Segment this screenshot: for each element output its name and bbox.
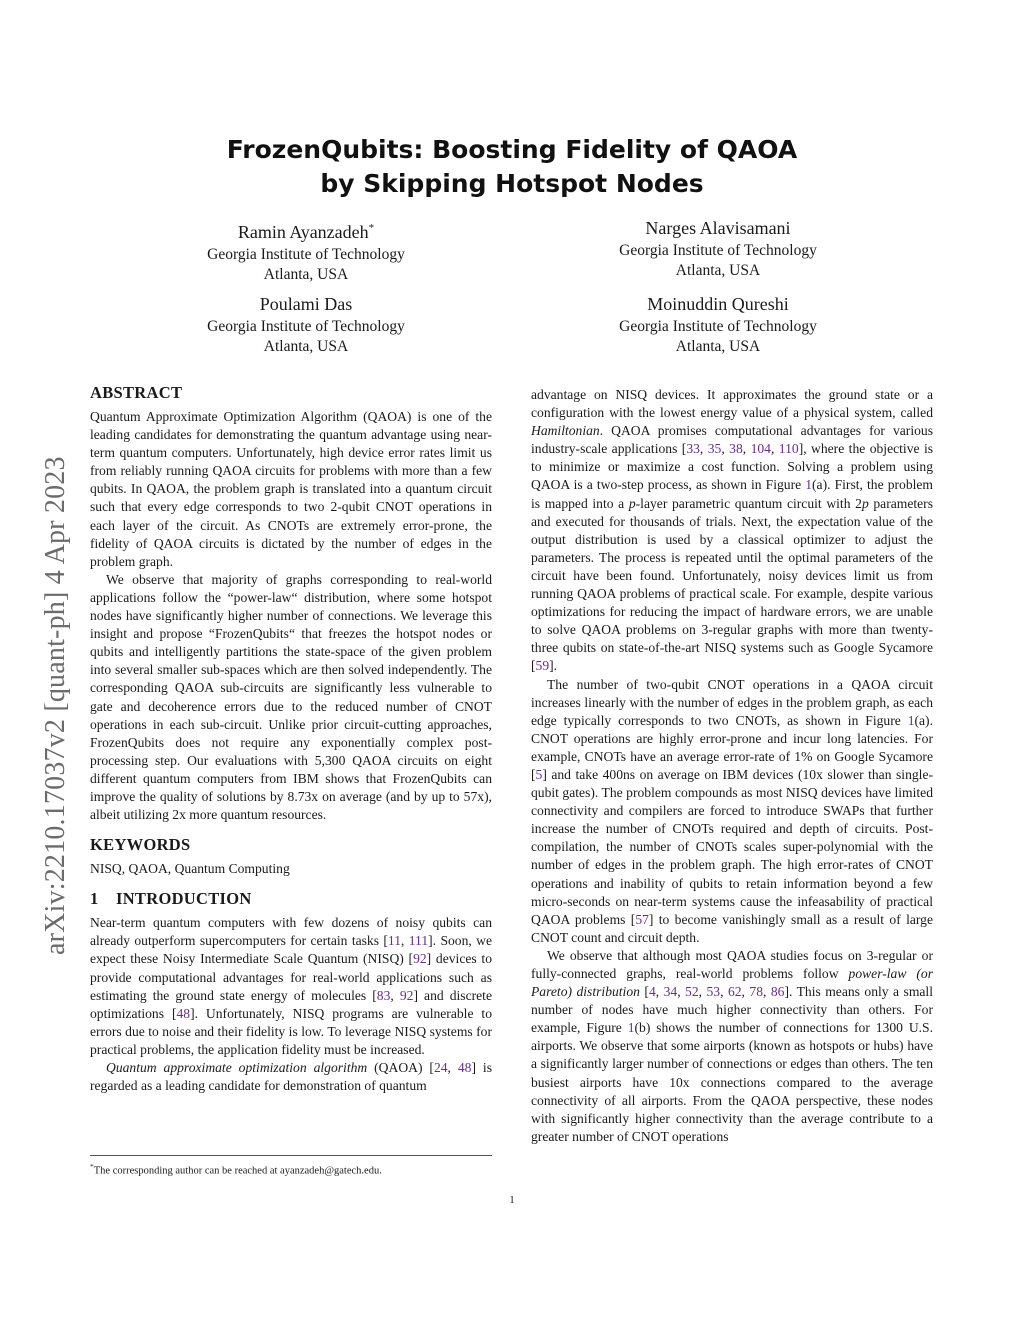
introduction-heading bbox=[90, 889, 492, 909]
citation-link[interactable]: 110 bbox=[778, 441, 799, 457]
author-block bbox=[558, 216, 878, 281]
author-name: Moinuddin Qureshi bbox=[647, 294, 789, 314]
citation-link[interactable]: 83 bbox=[376, 987, 391, 1003]
figure-link[interactable]: 1 bbox=[907, 712, 915, 728]
citation-link[interactable]: 33 bbox=[686, 441, 700, 457]
author-affiliation: Georgia Institute of Technology bbox=[619, 242, 817, 259]
body-paragraph: We observe that although most QAOA studies focus on 3-regular or fully-connected graphs, real-world problems follow power-law (or Pareto) distribution [4, 34, 52, 53, 62, 78, 86]. This means only a small number of nodes have much higher connectivity than others. For example, Figure 1(b) shows the number of connections for 1300 U.S. airports. We observe that some airports (known as hotspots or hubs) have a significantly larger number of connections or edges than others. The ten busiest airports have 10x connections compared to the average connectivity of all airports. From the QAOA perspective, these nodes with significantly higher connectivity than the average contribute to a greater number of CNOT operations bbox=[531, 947, 933, 1144]
emphasis-text: power-law (or Pareto) distribution bbox=[531, 966, 933, 1000]
figure-link[interactable]: 1 bbox=[627, 1020, 635, 1036]
abstract-paragraph: Quantum Approximate Optimization Algorithm (QAOA) is one of the leading candidates for demonstrating the quantum advantage using near-term quantum computers. Unfortunately, high device error rates limit us from reliably running QAOA circuits for problems with more than a few qubits. In QAOA, the problem graph is translated into a quantum circuit such that every edge corresponds to two 2-qubit CNOT operations in each layer of the circuit. As CNOTs are extremely error-prone, the fidelity of QAOA circuits is dictated by the number of edges in the problem graph. bbox=[90, 409, 492, 569]
citation-link[interactable]: 4 bbox=[648, 984, 656, 1000]
author-name: Ramin Ayanzadeh* bbox=[237, 222, 375, 242]
citation-link[interactable]: 35 bbox=[707, 441, 722, 457]
body-paragraph: advantage on NISQ devices. It approximates the ground state or a configuration with the lowest energy value of a physical system, called Hamiltonian. QAOA promises computational advantages for various industry-scale applications [33, 35, 38, 104, 110], where the objective is to minimize or maximize a cost function. Solving a problem using QAOA is a two-step process, as shown in Figure 1(a). First, the problem is mapped into a p-layer parametric quantum circuit with 2p parameters and executed for thousands of trials. Next, the expectation value of the output distribution is used by a classical optimizer to adjust the parameters. The process is repeated until the optimal parameters of the circuit have been found. Unfortunately, noisy devices limit us from running QAOA problems of practical scale. For example, despite various optimizations for reducing the impact of hardware errors, we are unable to solve QAOA problems on 3-regular graphs with more than twenty-three qubits on state-of-the-art NISQ systems such as Google Sycamore [59]. bbox=[531, 387, 934, 674]
footnote-divider bbox=[90, 1155, 492, 1156]
author-affiliation: Georgia Institute of Technology bbox=[619, 318, 817, 335]
citation-link[interactable]: 111 bbox=[408, 933, 429, 949]
citation-link[interactable]: 59 bbox=[535, 658, 550, 674]
citation-link[interactable]: 86 bbox=[770, 984, 785, 1000]
citation-link[interactable]: 11 bbox=[387, 933, 401, 949]
author-name: Narges Alavisamani bbox=[645, 218, 791, 238]
author-affiliation: Georgia Institute of Technology bbox=[207, 318, 405, 335]
author-footnote-mark: * bbox=[368, 222, 375, 234]
section-number: 1 bbox=[90, 889, 99, 909]
author-block bbox=[558, 292, 878, 357]
author-affiliation: Georgia Institute of Technology bbox=[207, 246, 405, 263]
intro-paragraph: Quantum approximate optimization algorithm (QAOA) [24, 48] is regarded as a leading candidate for demonstration of quantum bbox=[90, 1060, 492, 1094]
arxiv-identifier: arXiv:2210.17037v2 [quant-ph] 4 Apr 2023 bbox=[40, 456, 71, 955]
intro-paragraph: Near-term quantum computers with few dozens of noisy qubits can already outperform supercomputers for certain tasks [11, 111]. Soon, we expect these Noisy Intermediate Scale Quantum (NISQ) [92] devices to provide computational advantages for real-world applications such as estimating the ground state energy of molecules [83, 92] and discrete optimizations [48]. Unfortunately, NISQ programs are vulnerable to errors due to noise and their fidelity is low. To leverage NISQ systems for practical problems, the application fidelity must be increased. bbox=[90, 915, 492, 1057]
author-location: Atlanta, USA bbox=[675, 262, 761, 279]
math-variable: p bbox=[628, 495, 636, 511]
citation-link[interactable]: 62 bbox=[727, 984, 742, 1000]
citation-link[interactable]: 78 bbox=[749, 984, 763, 1000]
author-name: Poulami Das bbox=[259, 294, 353, 314]
citation-link[interactable]: 52 bbox=[685, 984, 699, 1000]
footnote-mark: * bbox=[90, 1162, 94, 1171]
math-variable: p bbox=[861, 495, 869, 511]
abstract-heading: ABSTRACT bbox=[90, 383, 183, 402]
paper-title bbox=[150, 133, 874, 201]
keywords-text: NISQ, QAOA, Quantum Computing bbox=[90, 861, 290, 877]
citation-link[interactable]: 57 bbox=[635, 911, 649, 927]
citation-link[interactable]: 38 bbox=[729, 441, 743, 457]
citation-link[interactable]: 34 bbox=[663, 984, 678, 1000]
page-number: 1 bbox=[509, 1194, 515, 1206]
keywords-heading: KEYWORDS bbox=[90, 835, 191, 855]
left-column bbox=[90, 383, 492, 1095]
citation-link[interactable]: 48 bbox=[457, 1060, 472, 1075]
abstract-paragraph: We observe that majority of graphs corresponding to real-world applications follow the “power-law“ distribution, where some hotspot nodes have significantly higher number of connections. We leverage this insight and propose “FrozenQubits“ that freezes the hotspot nodes or qubits and intelligently partitions the state-space of the given problem into several smaller sub-spaces which are then solved independently. The corresponding QAOA sub-circuits are significantly less vulnerable to gate and decoherence errors due to the reduced number of CNOT operations in each sub-circuit. Unlike prior circuit-cutting approaches, FrozenQubits does not require any exponentially complex post-processing step. Our evaluations with 5,300 QAOA circuits on eight different quantum computers from IBM shows that FrozenQubits can improve the quality of solutions by 8.73x on average (and by up to 57x), albeit utilizing 2x more quantum resources. bbox=[90, 571, 492, 823]
emphasis-text: Hamiltonian bbox=[531, 423, 600, 439]
emphasis-text: Quantum approximate optimization algorithm bbox=[106, 1060, 368, 1075]
citation-link[interactable]: 92 bbox=[399, 987, 414, 1003]
author-block bbox=[146, 292, 466, 357]
author-location: Atlanta, USA bbox=[263, 338, 349, 355]
section-title: INTRODUCTION bbox=[116, 889, 252, 909]
figure-link[interactable]: 1 bbox=[805, 477, 813, 493]
citation-link[interactable]: 104 bbox=[750, 441, 771, 457]
title-line-1: FrozenQubits: Boosting Fidelity of QAOA bbox=[226, 135, 798, 164]
footnote bbox=[90, 1160, 492, 1178]
citation-link[interactable]: 92 bbox=[413, 951, 427, 967]
footnote-text: The corresponding author can be reached at ayanzadeh@gatech.edu. bbox=[93, 1165, 382, 1177]
citation-link[interactable]: 24 bbox=[433, 1060, 448, 1075]
author-block bbox=[146, 216, 466, 285]
author-location: Atlanta, USA bbox=[263, 266, 349, 283]
citation-link[interactable]: 48 bbox=[176, 1005, 191, 1021]
right-column bbox=[531, 386, 933, 1146]
author-location: Atlanta, USA bbox=[675, 338, 761, 355]
citation-link[interactable]: 53 bbox=[706, 984, 721, 1000]
citation-link[interactable]: 5 bbox=[535, 766, 543, 782]
body-paragraph: The number of two-qubit CNOT operations in a QAOA circuit increases linearly with the number of edges in the problem graph, as each edge typically corresponds to two CNOTs, as shown in Figure 1(a). CNOT operations are highly error-prone and incur long latencies. For example, CNOTs have an average error-rate of 1% on Google Sycamore [5] and take 400ns on average on IBM devices (10x slower than single-qubit gates). The problem compounds as most NISQ devices have limited connectivity and compilers are forced to introduce SWAPs that further increase the number of CNOTs required and depth of circuits. Post-compilation, the number of CNOTs scales super-polynomial with the number of edges in the problem graph. The high error-rates of CNOT operations and inability of qubits to retain information beyond a few micro-seconds on near-term systems cause the infeasability of practical QAOA problems [57] to become vanishingly small as a result of large CNOT count and circuit depth. bbox=[531, 676, 933, 945]
title-line-2: by Skipping Hotspot Nodes bbox=[320, 169, 704, 198]
